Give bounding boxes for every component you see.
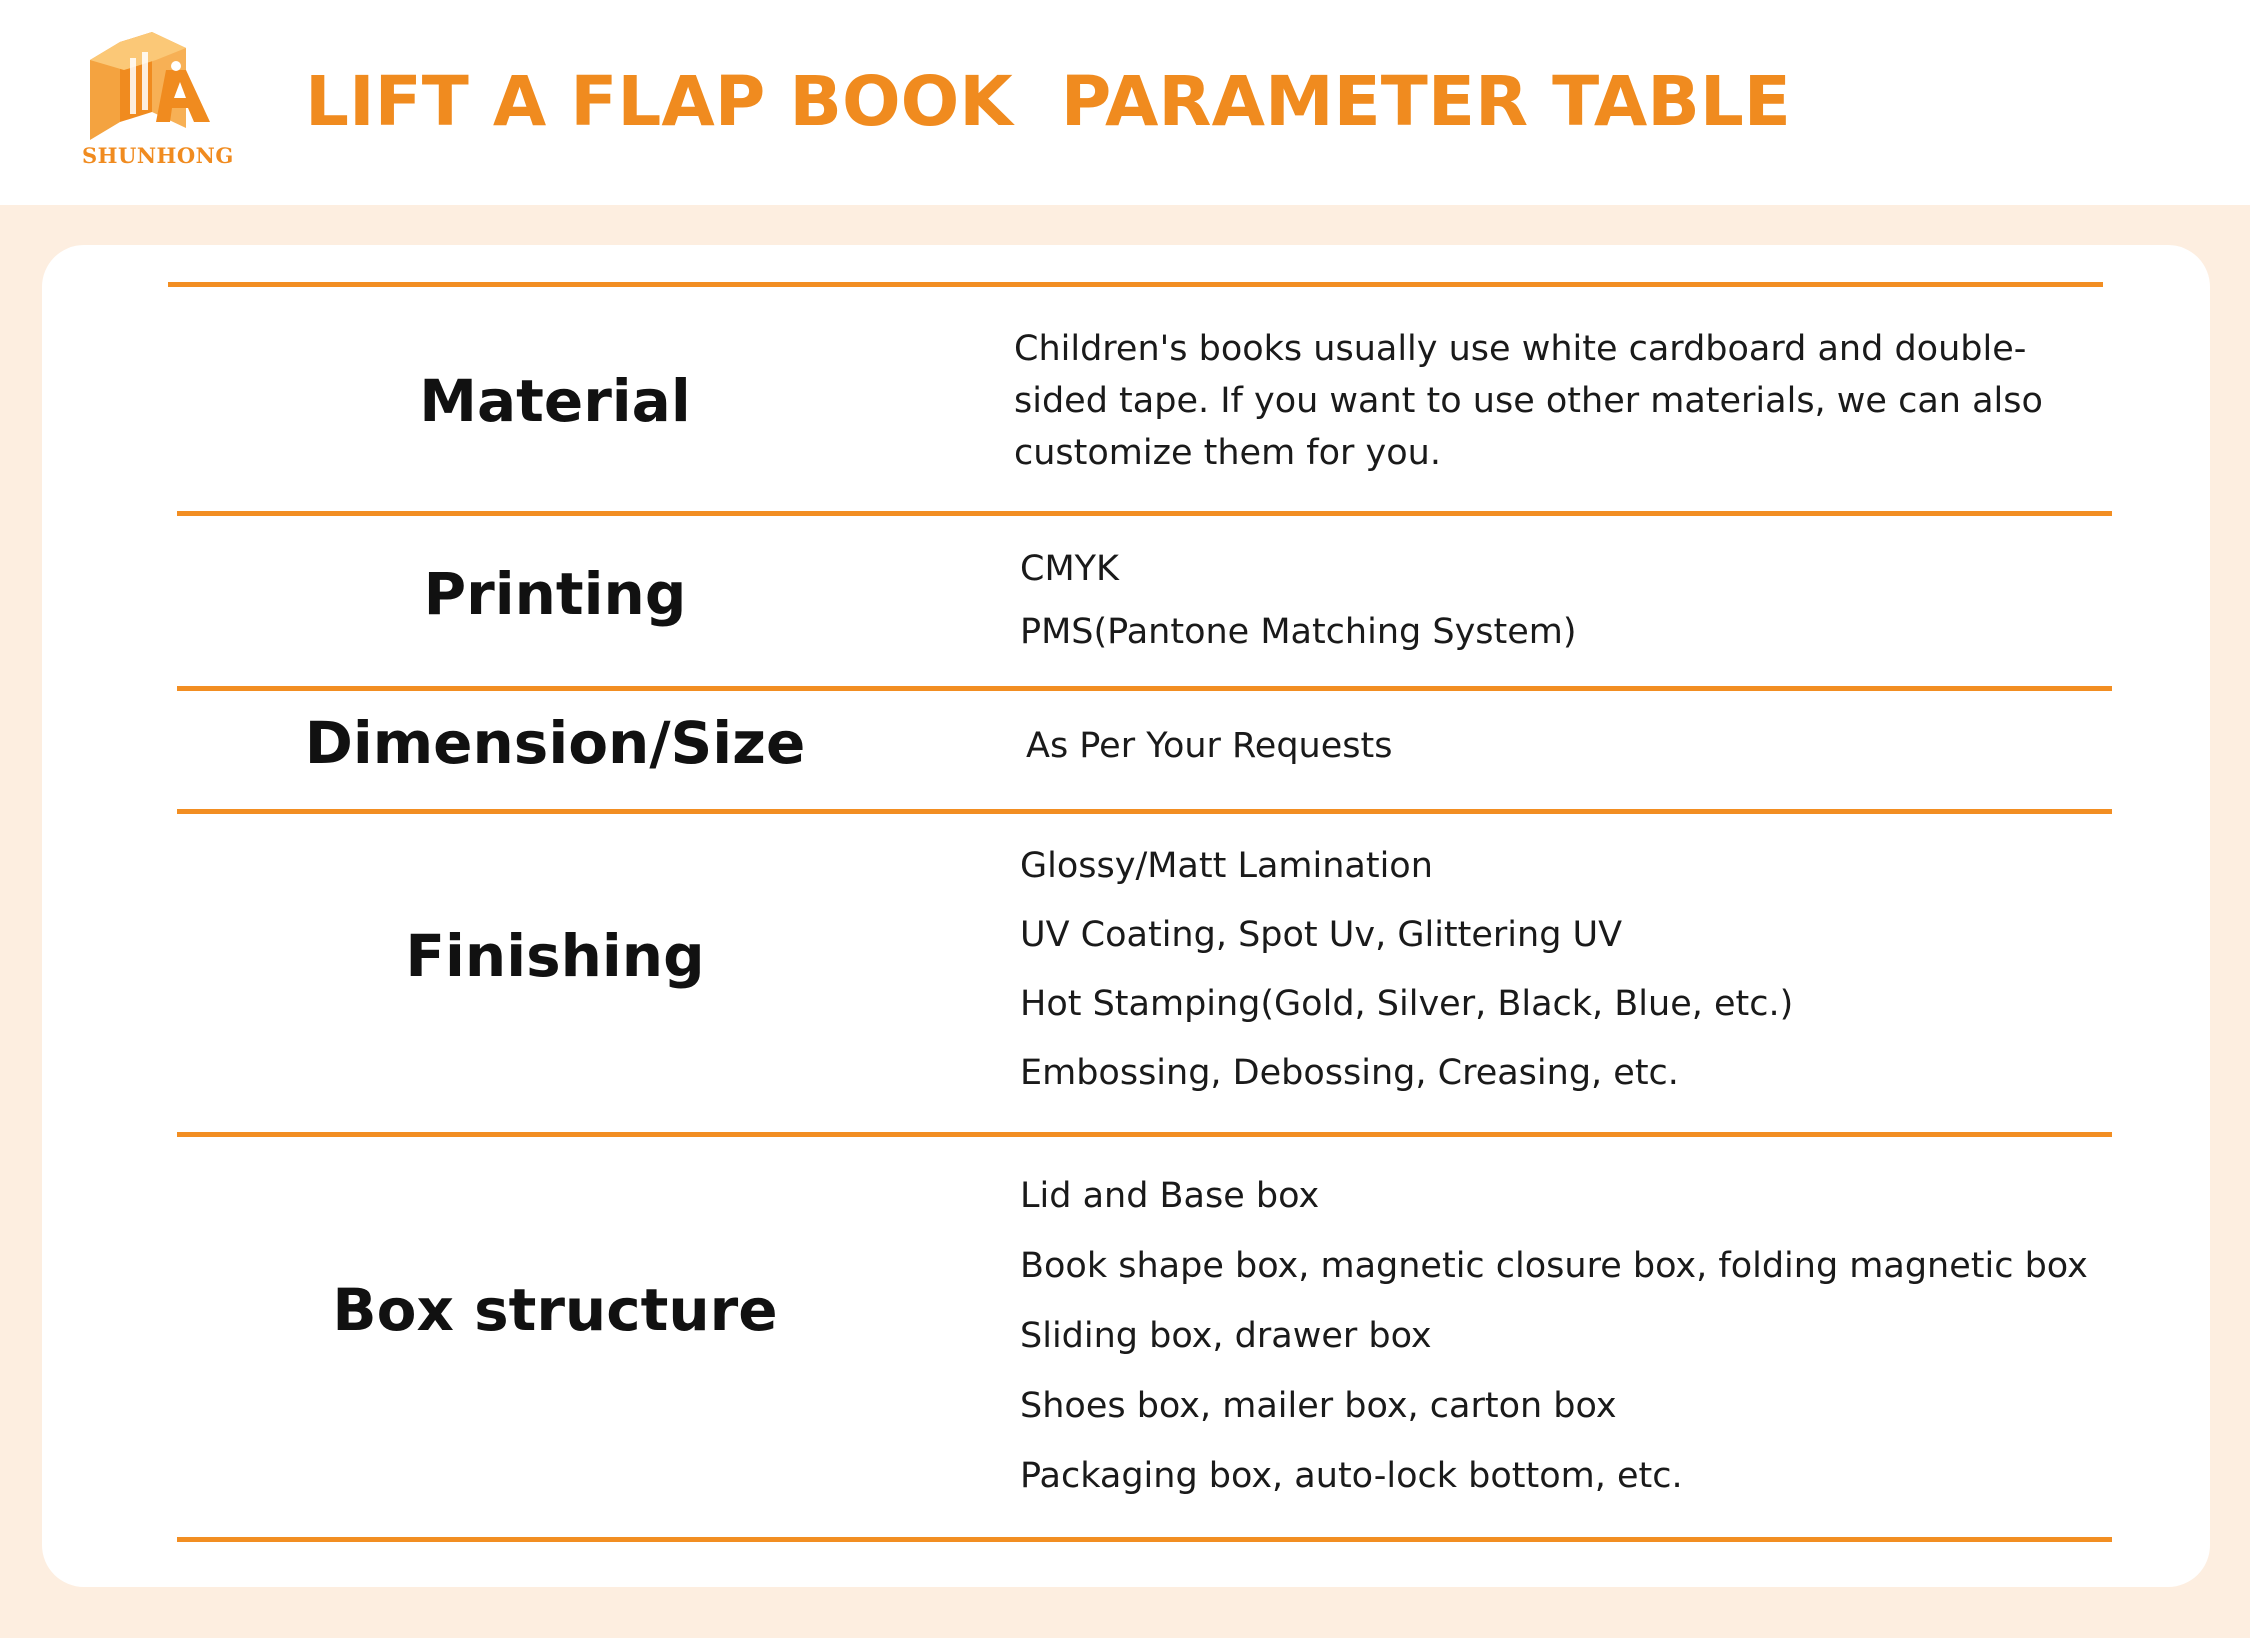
row-value-finishing: UV Coating, Spot Uv, Glittering UV xyxy=(1020,915,1623,955)
row-value-finishing: Hot Stamping(Gold, Silver, Black, Blue, etc.) xyxy=(1020,984,1794,1024)
box-logo-icon xyxy=(90,30,214,140)
table-rule-bottom xyxy=(177,1537,2112,1542)
row-label-finishing: Finishing xyxy=(405,922,705,990)
row-value-material: Children's books usually use white cardboard and double-sided tape. If you want to use other materials, we can also customize them for you. xyxy=(1014,329,2043,473)
row-label-material: Material xyxy=(419,367,691,435)
table-rule xyxy=(177,511,2112,516)
table-rule xyxy=(177,809,2112,814)
page-title: LIFT A FLAP BOOK PARAMETER TABLE xyxy=(305,62,1791,142)
row-value-printing: CMYK xyxy=(1020,549,1119,589)
row-value-box-structure: Shoes box, mailer box, carton box xyxy=(1020,1386,1617,1426)
row-value-finishing: Embossing, Debossing, Creasing, etc. xyxy=(1020,1053,1679,1093)
row-label-box-structure: Box structure xyxy=(332,1276,778,1344)
brand-logo xyxy=(82,30,232,180)
row-label-printing: Printing xyxy=(423,560,687,628)
row-value-box-structure: Lid and Base box xyxy=(1020,1176,1320,1216)
row-value-finishing: Glossy/Matt Lamination xyxy=(1020,846,1433,886)
row-value-box-structure: Packaging box, auto-lock bottom, etc. xyxy=(1020,1456,1683,1496)
brand-name: SHUNHONG xyxy=(82,143,234,168)
row-value-printing: PMS(Pantone Matching System) xyxy=(1020,612,1577,652)
row-value-box-structure: Sliding box, drawer box xyxy=(1020,1316,1432,1356)
page-header xyxy=(0,0,2250,205)
table-rule xyxy=(177,1132,2112,1137)
table-rule xyxy=(177,686,2112,691)
row-label-dimension: Dimension/Size xyxy=(304,709,806,777)
row-value-dimension: As Per Your Requests xyxy=(1026,726,1393,766)
row-value-box-structure: Book shape box, magnetic closure box, folding magnetic box xyxy=(1020,1246,2088,1286)
table-rule-top xyxy=(168,282,2103,287)
